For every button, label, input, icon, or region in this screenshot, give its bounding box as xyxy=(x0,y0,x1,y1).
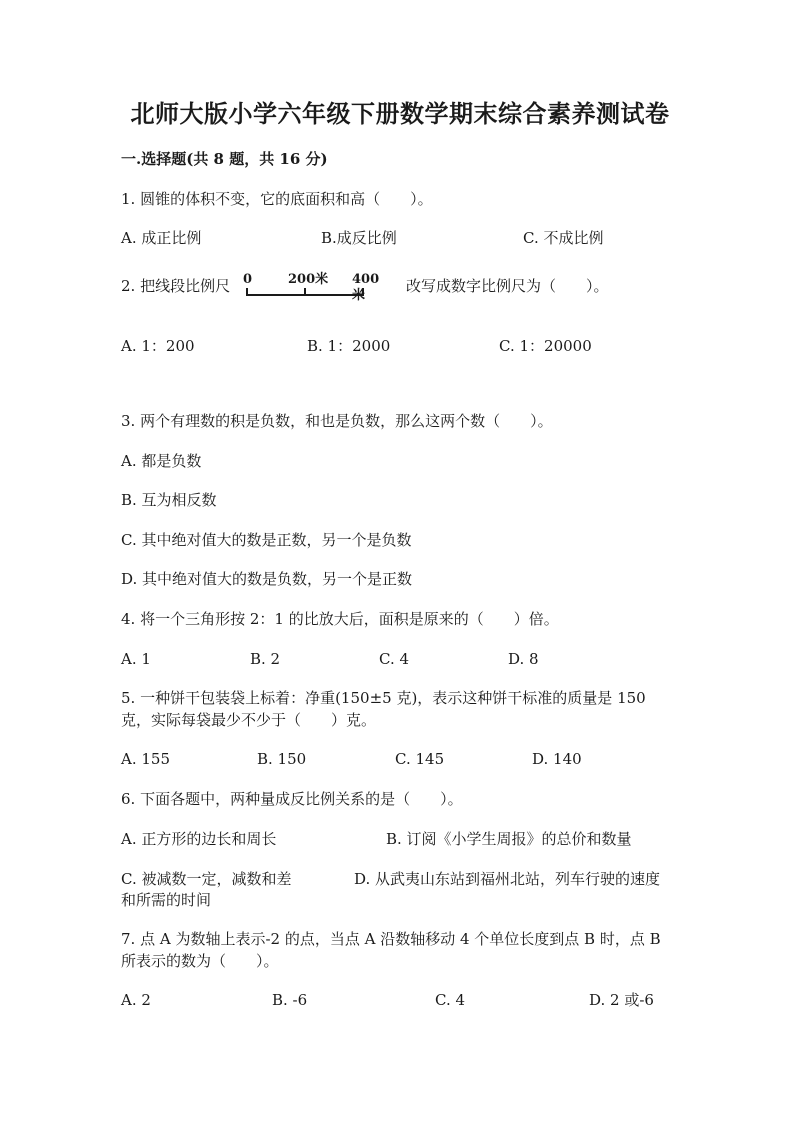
question-5-option-d[interactable]: D. 140 xyxy=(532,750,582,768)
question-5-option-a[interactable]: A. 155 xyxy=(121,750,170,768)
question-5-stem-line-1: 5. 一种饼干包装袋上标着：净重(150±5 克)，表示这种饼干标准的质量是 150 xyxy=(121,689,646,707)
question-5-option-b[interactable]: B. 150 xyxy=(257,750,307,768)
question-2-option-a[interactable]: A. 1：200 xyxy=(121,337,195,355)
question-6-option-b[interactable]: B. 订阅《小学生周报》的总价和数量 xyxy=(386,830,632,848)
question-4-option-a[interactable]: A. 1 xyxy=(121,650,151,668)
question-3-option-d[interactable]: D. 其中绝对值大的数是负数，另一个是正数 xyxy=(121,570,413,588)
question-7-option-d[interactable]: D. 2 或-6 xyxy=(589,991,654,1009)
scale-tick xyxy=(304,288,306,295)
question-4-option-b[interactable]: B. 2 xyxy=(250,650,281,668)
question-7-stem-line-2: 所表示的数为（ ）。 xyxy=(121,952,279,970)
question-3-option-a[interactable]: A. 都是负数 xyxy=(121,452,202,470)
question-6-option-a[interactable]: A. 正方形的边长和周长 xyxy=(121,830,277,848)
scale-label-400m: 400米 xyxy=(352,272,380,303)
question-5-option-c[interactable]: C. 145 xyxy=(395,750,445,768)
question-6-option-d-continuation: 和所需的时间 xyxy=(121,891,212,909)
question-6-option-c[interactable]: C. 被减数一定，减数和差 xyxy=(121,870,292,888)
question-4-option-d[interactable]: D. 8 xyxy=(508,650,539,668)
question-2-stem-before: 2. 把线段比例尺 xyxy=(121,277,231,295)
question-2-option-c[interactable]: C. 1：20000 xyxy=(499,337,592,355)
question-5-stem-line-2: 克，实际每袋最少不少于（ ）克。 xyxy=(121,711,377,729)
question-1-option-b[interactable]: B.成反比例 xyxy=(321,229,397,247)
question-7-option-a[interactable]: A. 2 xyxy=(121,991,151,1009)
line-segment-scale xyxy=(240,272,380,308)
question-1-option-a[interactable]: A. 成正比例 xyxy=(121,229,202,247)
scale-label-200m: 200米 xyxy=(288,272,329,287)
question-6-stem: 6. 下面各题中，两种量成反比例关系的是（ ）。 xyxy=(121,790,463,808)
question-4-stem: 4. 将一个三角形按 2：1 的比放大后，面积是原来的（ ）倍。 xyxy=(121,610,559,628)
question-3-option-b[interactable]: B. 互为相反数 xyxy=(121,491,217,509)
question-2-option-b[interactable]: B. 1：2000 xyxy=(307,337,391,355)
question-7-option-c[interactable]: C. 4 xyxy=(435,991,466,1009)
question-2-stem-after: 改写成数字比例尺为（ ）。 xyxy=(406,277,609,295)
question-3-option-c[interactable]: C. 其中绝对值大的数是正数，另一个是负数 xyxy=(121,531,412,549)
question-4-option-c[interactable]: C. 4 xyxy=(379,650,410,668)
scale-tick xyxy=(362,288,364,295)
scale-label-0: 0 xyxy=(243,272,253,287)
question-3-stem: 3. 两个有理数的积是负数，和也是负数，那么这两个数（ ）。 xyxy=(121,412,553,430)
page-title: 北师大版小学六年级下册数学期末综合素养测试卷 xyxy=(130,99,670,128)
question-1-stem: 1. 圆锥的体积不变，它的底面积和高（ ）。 xyxy=(121,190,433,208)
question-7-stem-line-1: 7. 点 A 为数轴上表示-2 的点，当点 A 沿数轴移动 4 个单位长度到点 B 时，点 B xyxy=(121,930,661,948)
question-7-option-b[interactable]: B. -6 xyxy=(272,991,308,1009)
question-1-option-c[interactable]: C. 不成比例 xyxy=(523,229,604,247)
scale-tick xyxy=(246,288,248,295)
section-heading: 一.选择题(共 8 题，共 16 分) xyxy=(121,150,328,168)
question-6-option-d[interactable]: D. 从武夷山东站到福州北站，列车行驶的速度 xyxy=(354,870,661,888)
